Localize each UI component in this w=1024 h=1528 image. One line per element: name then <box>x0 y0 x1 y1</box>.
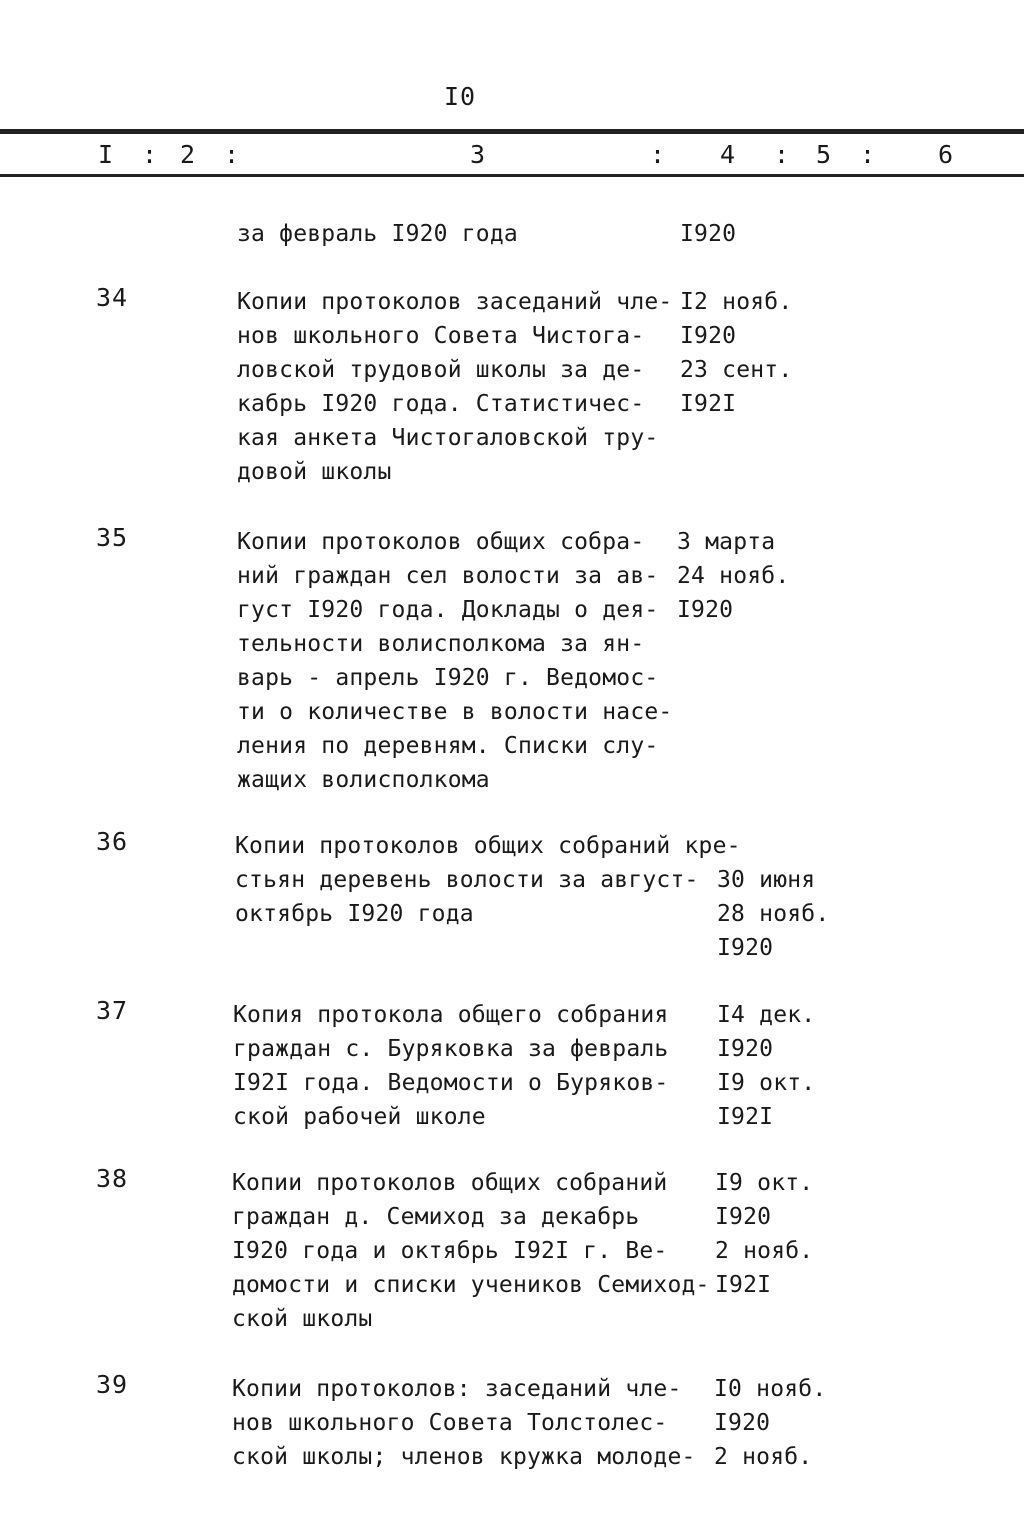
column-separator: : <box>774 140 790 169</box>
entry-title-line: ти о количестве в волости насе- <box>237 699 673 725</box>
entry-title-line: ской школы; членов кружка молоде- <box>232 1444 696 1470</box>
entry-date-line: I92I <box>715 1272 772 1298</box>
column-separator: : <box>142 140 158 169</box>
entry-number: 38 <box>96 1164 129 1193</box>
entry-title-line: ской школы <box>232 1306 373 1332</box>
entry-date-line: I9 окт. <box>715 1170 814 1196</box>
entry-date-line: I0 нояб. <box>714 1376 827 1402</box>
entry-title-line: Копии протоколов: заседаний чле- <box>232 1376 682 1402</box>
entry-date-line: I4 дек. <box>717 1002 816 1028</box>
column-header-3: 3 <box>470 140 486 169</box>
entry-date-line: I920 <box>680 323 737 349</box>
entry-date-line: I2 нояб. <box>680 289 793 315</box>
entry-title-line: октябрь I920 года <box>235 901 474 927</box>
entry-title <box>232 1166 710 1336</box>
entry-title <box>232 1372 696 1474</box>
entry-title <box>233 998 668 1134</box>
entry-title-line: Копии протоколов общих собра- <box>237 529 645 555</box>
entry-dates <box>680 217 736 251</box>
entry-title-line: граждан с. Буряковка за февраль <box>233 1036 669 1062</box>
entry-title-line: стьян деревень волости за август- <box>235 867 699 893</box>
entry-title-line: ний граждан сел волости за ав- <box>237 563 659 589</box>
entry-title-line: I92I года. Ведомости о Буряков- <box>233 1070 669 1096</box>
entry-title-line: густ I920 года. Доклады о дея- <box>237 597 659 623</box>
entry-title-line: I920 года и октябрь I92I г. Ве- <box>232 1238 668 1264</box>
entry-date-line: I920 <box>717 1036 774 1062</box>
column-header-1: I <box>98 140 114 169</box>
entry-date-line: 30 июня <box>717 867 816 893</box>
entry-date-line: I920 <box>677 597 734 623</box>
entry-title <box>237 217 518 251</box>
entry-date-line: I92I <box>717 1104 774 1130</box>
entry-number: 35 <box>96 523 129 552</box>
entry-title-line: Копии протоколов общих собраний <box>232 1170 668 1196</box>
entry-title-line: нов школьного Совета Чистога- <box>237 323 645 349</box>
entry-date-line: 3 марта <box>677 529 776 555</box>
entry-number: 34 <box>96 283 129 312</box>
entry-date-line: I920 <box>680 221 737 247</box>
entry-dates <box>715 1166 813 1302</box>
entry-title-line: варь - апрель I920 г. Ведомос- <box>237 665 659 691</box>
entry-date-line: 24 нояб. <box>677 563 790 589</box>
entry-title-line: кабрь I920 года. Статистичес- <box>237 391 645 417</box>
entry-title-line: Копии протоколов заседаний чле- <box>237 289 673 315</box>
table-header-bottom-rule <box>0 174 1024 177</box>
entry-number: 37 <box>96 996 129 1025</box>
entry-title-line: граждан д. Семиход за декабрь <box>232 1204 640 1230</box>
entry-date-line: I92I <box>680 391 737 417</box>
page-number: I0 <box>443 82 477 111</box>
entry-number: 39 <box>96 1370 129 1399</box>
entry-title-line: Копия протокола общего собрания <box>233 1002 669 1028</box>
entry-date-line: I9 окт. <box>717 1070 816 1096</box>
column-header-2: 2 <box>180 140 196 169</box>
entry-date-line: 28 нояб. <box>717 901 830 927</box>
entry-title-line: за февраль I920 года <box>237 221 518 247</box>
entry-title-line: кая анкета Чистогаловской тру- <box>237 425 659 451</box>
entry-dates <box>677 525 789 627</box>
entry-dates <box>717 998 815 1134</box>
entry-title-line: Копии протоколов общих собраний кре- <box>235 833 741 859</box>
column-separator: : <box>860 140 876 169</box>
entry-title-line: тельности волисполкома за ян- <box>237 631 645 657</box>
entry-title <box>235 829 741 931</box>
entry-date-line: 23 сент. <box>680 357 793 383</box>
entry-title-line: домости и списки учеников Семиход- <box>232 1272 710 1298</box>
entry-dates <box>680 285 792 421</box>
entry-title <box>237 525 672 797</box>
column-header-5: 5 <box>816 140 832 169</box>
column-header-6: 6 <box>938 140 954 169</box>
entry-date-line: I920 <box>715 1204 772 1230</box>
column-separator: : <box>650 140 666 169</box>
entry-title <box>237 285 672 489</box>
entry-dates <box>714 1372 826 1474</box>
entry-dates <box>717 863 829 965</box>
column-separator: : <box>224 140 240 169</box>
entry-date-line: 2 нояб. <box>715 1238 814 1264</box>
entry-title-line: ской рабочей школе <box>233 1104 486 1130</box>
entry-number: 36 <box>96 827 129 856</box>
entry-title-line: ловской трудовой школы за де- <box>237 357 645 383</box>
entry-date-line: I920 <box>717 935 774 961</box>
entry-date-line: I920 <box>714 1410 771 1436</box>
column-header-4: 4 <box>720 140 736 169</box>
entry-title-line: жащих волисполкома <box>237 767 490 793</box>
entry-title-line: нов школьного Совета Толстолес- <box>232 1410 668 1436</box>
table-header-top-rule <box>0 129 1024 134</box>
entry-title-line: довой школы <box>237 459 392 485</box>
entry-title-line: ления по деревням. Списки слу- <box>237 733 659 759</box>
entry-date-line: 2 нояб. <box>714 1444 813 1470</box>
